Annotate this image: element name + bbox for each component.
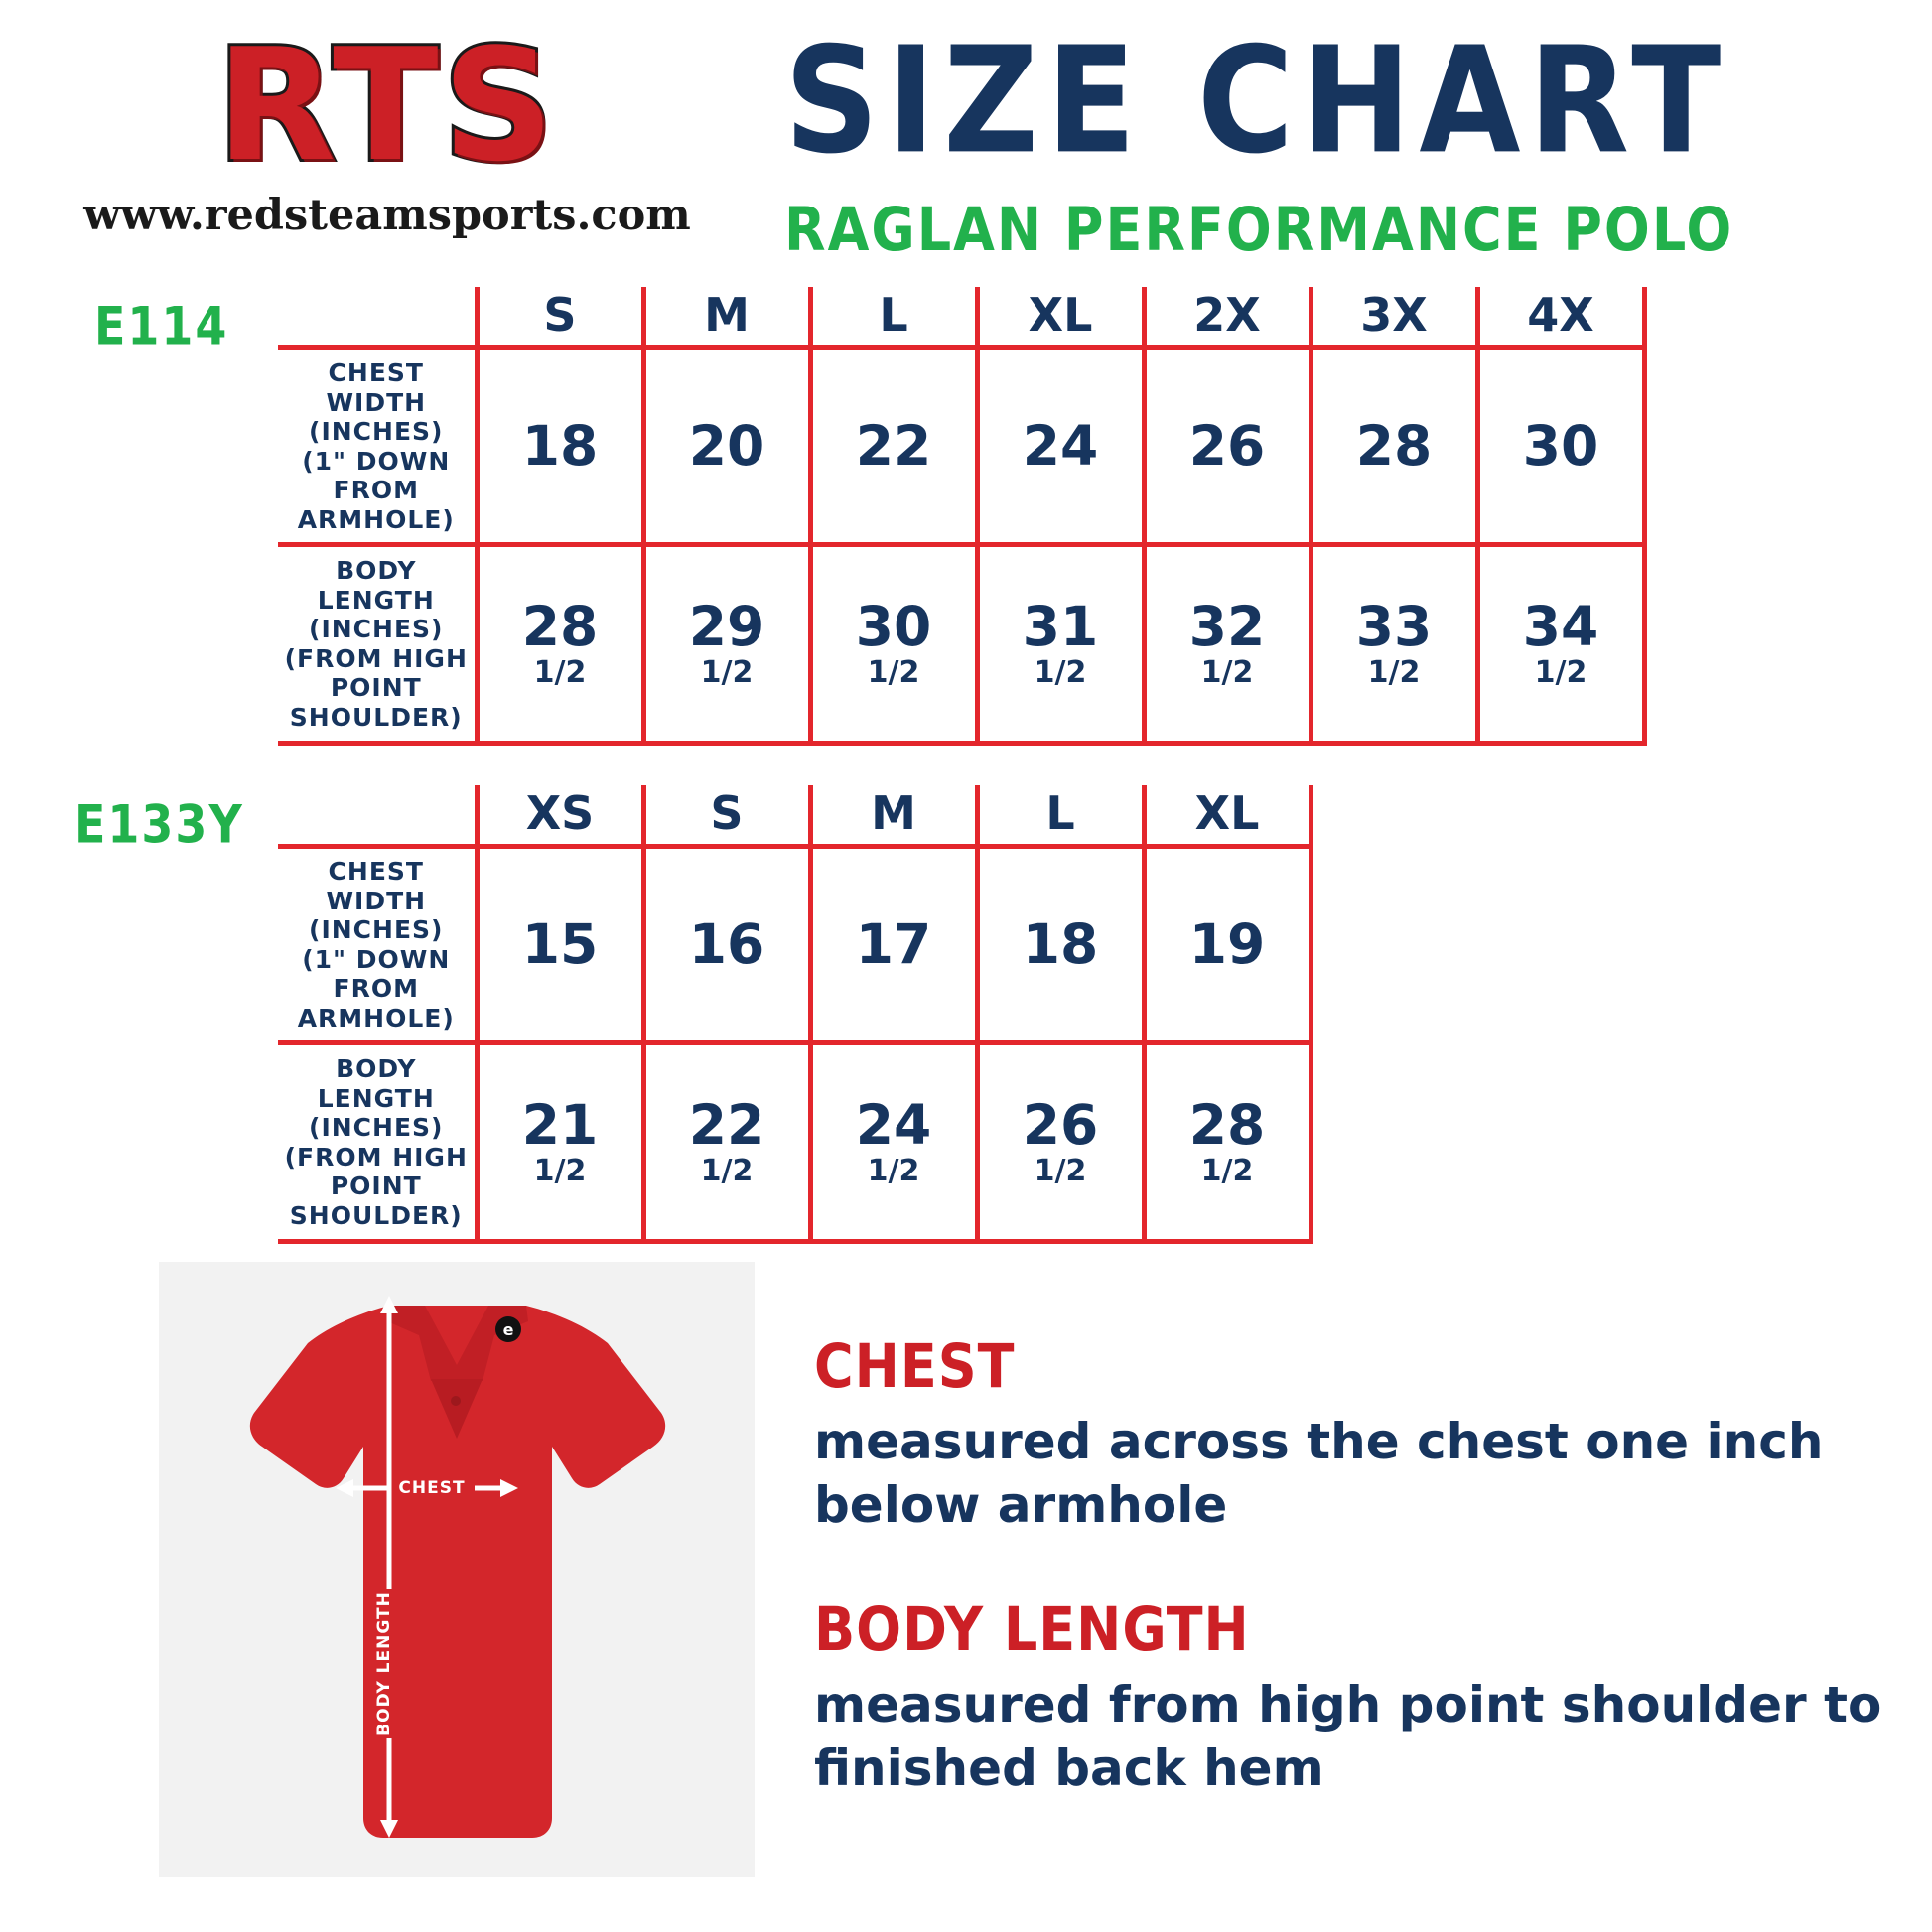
- cell-chest-xs: 15: [477, 847, 643, 1043]
- description-pane: [755, 1262, 1932, 1800]
- value-int: 30: [855, 594, 932, 658]
- cell-chest-m: 20: [643, 348, 810, 545]
- cell-length-xs: [477, 1043, 643, 1242]
- description-text-chest: measured across the chest one inch below armhole: [814, 1413, 1824, 1534]
- value-int: 22: [688, 1092, 765, 1157]
- table-header-row: [278, 785, 1311, 847]
- polo-shirt-illustration: [159, 1262, 755, 1877]
- table-row-body-length: [278, 1043, 1311, 1242]
- value-int: 24: [855, 1092, 932, 1157]
- col-header-2x: 2X: [1144, 287, 1311, 348]
- cell-chest-4x: 30: [1477, 348, 1644, 545]
- col-header-l: L: [977, 785, 1144, 847]
- cell-chest-xl: 19: [1144, 847, 1311, 1043]
- value-int: 31: [1022, 594, 1099, 658]
- cell-length-s: [477, 545, 643, 744]
- value-int: 32: [1188, 594, 1266, 658]
- length-arrow-head-top: [380, 1296, 398, 1313]
- value-fraction: 1/2: [1200, 654, 1254, 690]
- style-code-e114: E114: [94, 295, 229, 357]
- value-int: 21: [521, 1092, 599, 1157]
- rts-logo: RTS: [216, 15, 558, 196]
- cell-chest-xl: 24: [977, 348, 1144, 545]
- polo-diagram: [159, 1262, 755, 1877]
- brand-block: [0, 15, 774, 241]
- size-table-section-e114: [0, 287, 1932, 746]
- value-int: 29: [688, 594, 765, 658]
- page-header: [0, 0, 1932, 265]
- row-label-chest-width: CHEST WIDTH (INCHES) (1" DOWN FROM ARMHOLE): [278, 348, 477, 545]
- table-header-row: [278, 287, 1644, 348]
- chest-measure-label: CHEST: [398, 1478, 466, 1498]
- cell-length-m: [810, 1043, 977, 1242]
- cell-length-2x: [1144, 545, 1311, 744]
- value-fraction: 1/2: [1367, 654, 1421, 690]
- value-fraction: 1/2: [1034, 1153, 1087, 1188]
- value-fraction: 1/2: [1534, 654, 1587, 690]
- col-header-xl: XL: [977, 287, 1144, 348]
- size-table-e133y: [278, 785, 1313, 1244]
- cell-chest-3x: 28: [1311, 348, 1477, 545]
- cell-chest-l: 18: [977, 847, 1144, 1043]
- cell-length-l: [977, 1043, 1144, 1242]
- shirt-button: [451, 1396, 461, 1406]
- page-title: SIZE CHART: [784, 15, 1729, 188]
- cell-length-3x: [1311, 545, 1477, 744]
- table-row-chest-width: [278, 348, 1644, 545]
- size-table-e114: [278, 287, 1647, 746]
- page-subtitle: RAGLAN PERFORMANCE POLO: [784, 195, 1734, 265]
- table-row-chest-width: [278, 847, 1311, 1043]
- description-body-length: [814, 1594, 1932, 1800]
- style-code-e133y: E133Y: [74, 793, 244, 856]
- col-header-l: L: [810, 287, 977, 348]
- value-int: 28: [1188, 1092, 1266, 1157]
- value-fraction: 1/2: [700, 1153, 754, 1188]
- value-fraction: 1/2: [1034, 654, 1087, 690]
- cell-chest-2x: 26: [1144, 348, 1311, 545]
- col-header-s: S: [477, 287, 643, 348]
- cell-chest-s: 16: [643, 847, 810, 1043]
- col-header-4x: 4X: [1477, 287, 1644, 348]
- col-header-xs: XS: [477, 785, 643, 847]
- description-title-body-length: BODY LENGTH: [814, 1594, 1250, 1665]
- cell-length-m: [643, 545, 810, 744]
- description-title-chest: CHEST: [814, 1331, 1016, 1402]
- cell-length-s: [643, 1043, 810, 1242]
- title-block: [774, 15, 1932, 265]
- cell-length-xl: [1144, 1043, 1311, 1242]
- cell-chest-s: 18: [477, 348, 643, 545]
- chest-logo-glyph: e: [502, 1320, 514, 1339]
- size-table-section-e133y: [0, 785, 1932, 1244]
- description-chest: [814, 1331, 1932, 1537]
- brand-website: www.redsteamsports.com: [83, 191, 691, 241]
- body-length-measure-label: BODY LENGTH: [374, 1591, 394, 1736]
- row-label-body-length: BODY LENGTH (INCHES) (FROM HIGH POINT SHOULDER): [278, 1043, 477, 1242]
- col-header-xl: XL: [1144, 785, 1311, 847]
- description-text-body-length: measured from high point shoulder to finished back hem: [814, 1676, 1882, 1797]
- cell-length-l: [810, 545, 977, 744]
- value-int: 34: [1522, 594, 1599, 658]
- value-fraction: 1/2: [700, 654, 754, 690]
- col-header-s: S: [643, 785, 810, 847]
- cell-length-4x: [1477, 545, 1644, 744]
- cell-chest-l: 22: [810, 348, 977, 545]
- row-label-chest-width: CHEST WIDTH (INCHES) (1" DOWN FROM ARMHOLE): [278, 847, 477, 1043]
- measurement-guide: [0, 1262, 1932, 1877]
- value-fraction: 1/2: [1200, 1153, 1254, 1188]
- value-int: 26: [1022, 1092, 1099, 1157]
- table-row-body-length: [278, 545, 1644, 744]
- value-fraction: 1/2: [533, 1153, 587, 1188]
- cell-length-xl: [977, 545, 1144, 744]
- col-header-3x: 3X: [1311, 287, 1477, 348]
- row-label-body-length: BODY LENGTH (INCHES) (FROM HIGH POINT SHOULDER): [278, 545, 477, 744]
- col-header-m: M: [810, 785, 977, 847]
- value-int: 28: [521, 594, 599, 658]
- value-fraction: 1/2: [867, 1153, 920, 1188]
- value-int: 33: [1355, 594, 1433, 658]
- col-header-m: M: [643, 287, 810, 348]
- header-spacer-cell: [278, 287, 477, 348]
- value-fraction: 1/2: [533, 654, 587, 690]
- value-fraction: 1/2: [867, 654, 920, 690]
- header-spacer-cell: [278, 785, 477, 847]
- cell-chest-m: 17: [810, 847, 977, 1043]
